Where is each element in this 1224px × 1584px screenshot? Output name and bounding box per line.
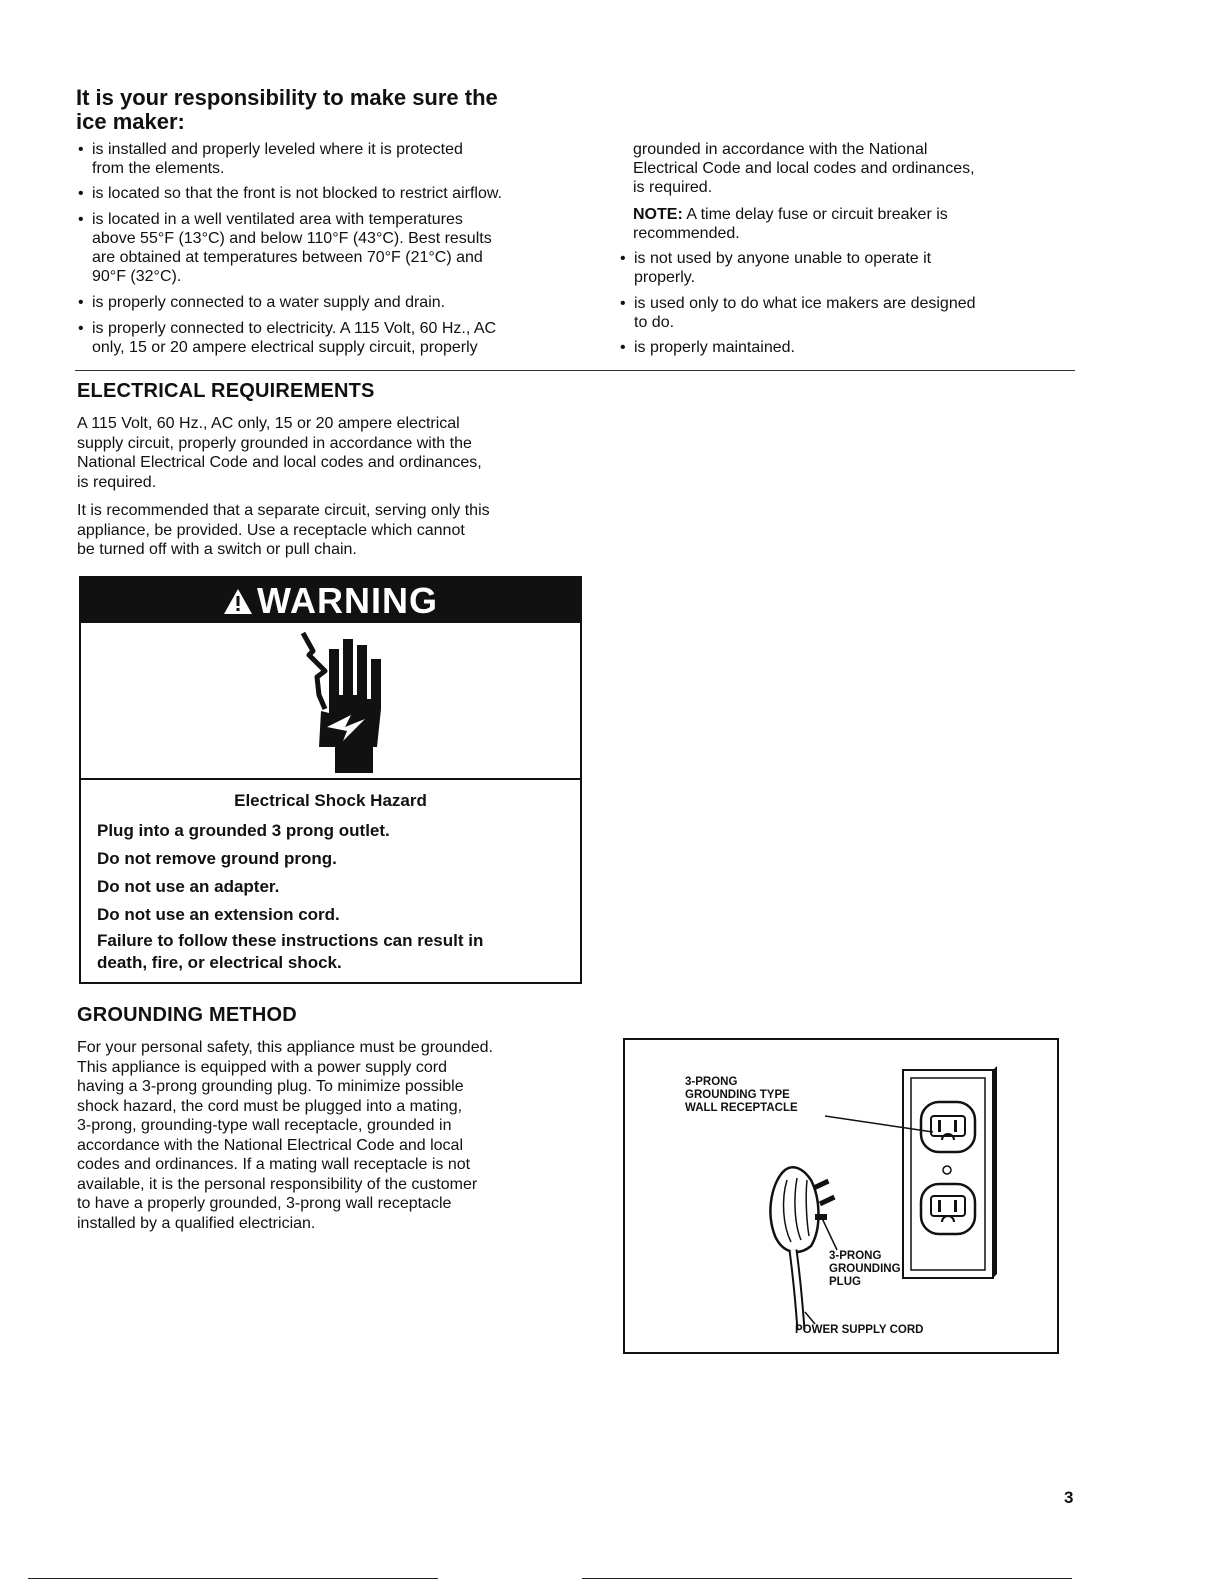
bullet-icon: •	[620, 339, 626, 356]
section-divider	[75, 370, 1075, 371]
warning-title: WARNING	[257, 580, 438, 621]
heading-line-2: ice maker:	[76, 109, 185, 134]
note: NOTE: A time delay fuse or circuit breaker is recommended.	[633, 206, 948, 242]
receptacle-label: 3-PRONG GROUNDING TYPE WALL RECEPTACLE	[685, 1076, 798, 1114]
bullet-icon: •	[620, 295, 626, 312]
electrical-paragraph-2: It is recommended that a separate circuit, serving only this appliance, be provided. Use a receptacle which cannot be turned off with a switch or pull chain.	[77, 502, 490, 558]
warning-line: Do not use an adapter.	[97, 877, 280, 896]
heading-line-1: It is your responsibility to make sure the	[76, 85, 498, 110]
list-item: • is used only to do what ice makers are designed to do.	[620, 295, 976, 331]
footer-rule-right	[582, 1578, 1072, 1579]
warning-box	[79, 576, 582, 984]
list-item: • is located so that the front is not blocked to restrict airflow.	[78, 185, 502, 202]
bullet-icon: •	[620, 250, 626, 267]
bullet-icon: •	[78, 320, 84, 337]
right-continuation: grounded in accordance with the National Electrical Code and local codes and ordinances, is required.	[633, 141, 975, 196]
grounding-heading: GROUNDING METHOD	[77, 1004, 297, 1026]
list-item: • is properly connected to electricity. A 115 Volt, 60 Hz., AC only, 15 or 20 ampere electrical supply circuit, properly	[78, 320, 497, 356]
bullet-icon: •	[78, 294, 84, 311]
plug-label: 3-PRONG GROUNDING PLUG	[829, 1250, 901, 1288]
list-item: • is installed and properly leveled where it is protected from the elements.	[78, 141, 463, 177]
list-item: • is properly connected to a water supply and drain.	[78, 294, 446, 311]
warning-line: Do not use an extension cord.	[97, 905, 340, 924]
list-item: • is not used by anyone unable to operate it properly.	[620, 250, 932, 286]
grounding-figure	[623, 1038, 1059, 1354]
hazard-title: Electrical Shock Hazard	[234, 791, 427, 810]
bullet-icon: •	[78, 141, 84, 158]
list-item: • is located in a well ventilated area with temperatures above 55°F (13°C) and below 110°F (43°C). Best results are obtained at temperatures between 70°F (21°C) and 90°F (32°C).	[78, 211, 492, 285]
warning-line: Do not remove ground prong.	[97, 849, 337, 868]
bullet-icon: •	[78, 211, 84, 228]
electrical-heading: ELECTRICAL REQUIREMENTS	[77, 380, 375, 402]
cord-label: POWER SUPPLY CORD	[795, 1324, 924, 1336]
warning-triangle-icon	[223, 580, 253, 626]
warning-pictogram	[81, 623, 580, 780]
electrical-paragraph-1: A 115 Volt, 60 Hz., AC only, 15 or 20 ampere electrical supply circuit, properly grounded in accordance with the National Electrical Code and local codes and ordinances, is required.	[77, 415, 482, 491]
note-label: NOTE:	[633, 206, 683, 223]
shock-hazard-hand-icon	[81, 623, 584, 778]
bullet-icon: •	[78, 185, 84, 202]
responsibility-heading	[76, 86, 596, 134]
warning-line: Plug into a grounded 3 prong outlet.	[97, 821, 390, 840]
page-number: 3	[1064, 1488, 1074, 1507]
footer-rule-left	[28, 1578, 438, 1579]
grounding-paragraph: For your personal safety, this appliance must be grounded. This appliance is equipped with a power supply cord having a 3-prong grounding plug. To minimize possible shock hazard, the cord must be plugged into a mating, 3-prong, grounding-type wall receptacle, grounded in accordance with the National Electrical Code and local codes and ordinances. If a mating wall receptacle is not available, it is the personal responsibility of the customer to have a properly grounded, 3-prong wall receptacle installed by a qualified electrician.	[77, 1039, 493, 1232]
list-item: • is properly maintained.	[620, 339, 795, 356]
warning-consequence: Failure to follow these instructions can result in death, fire, or electrical shock.	[97, 931, 484, 972]
warning-header	[81, 578, 580, 623]
